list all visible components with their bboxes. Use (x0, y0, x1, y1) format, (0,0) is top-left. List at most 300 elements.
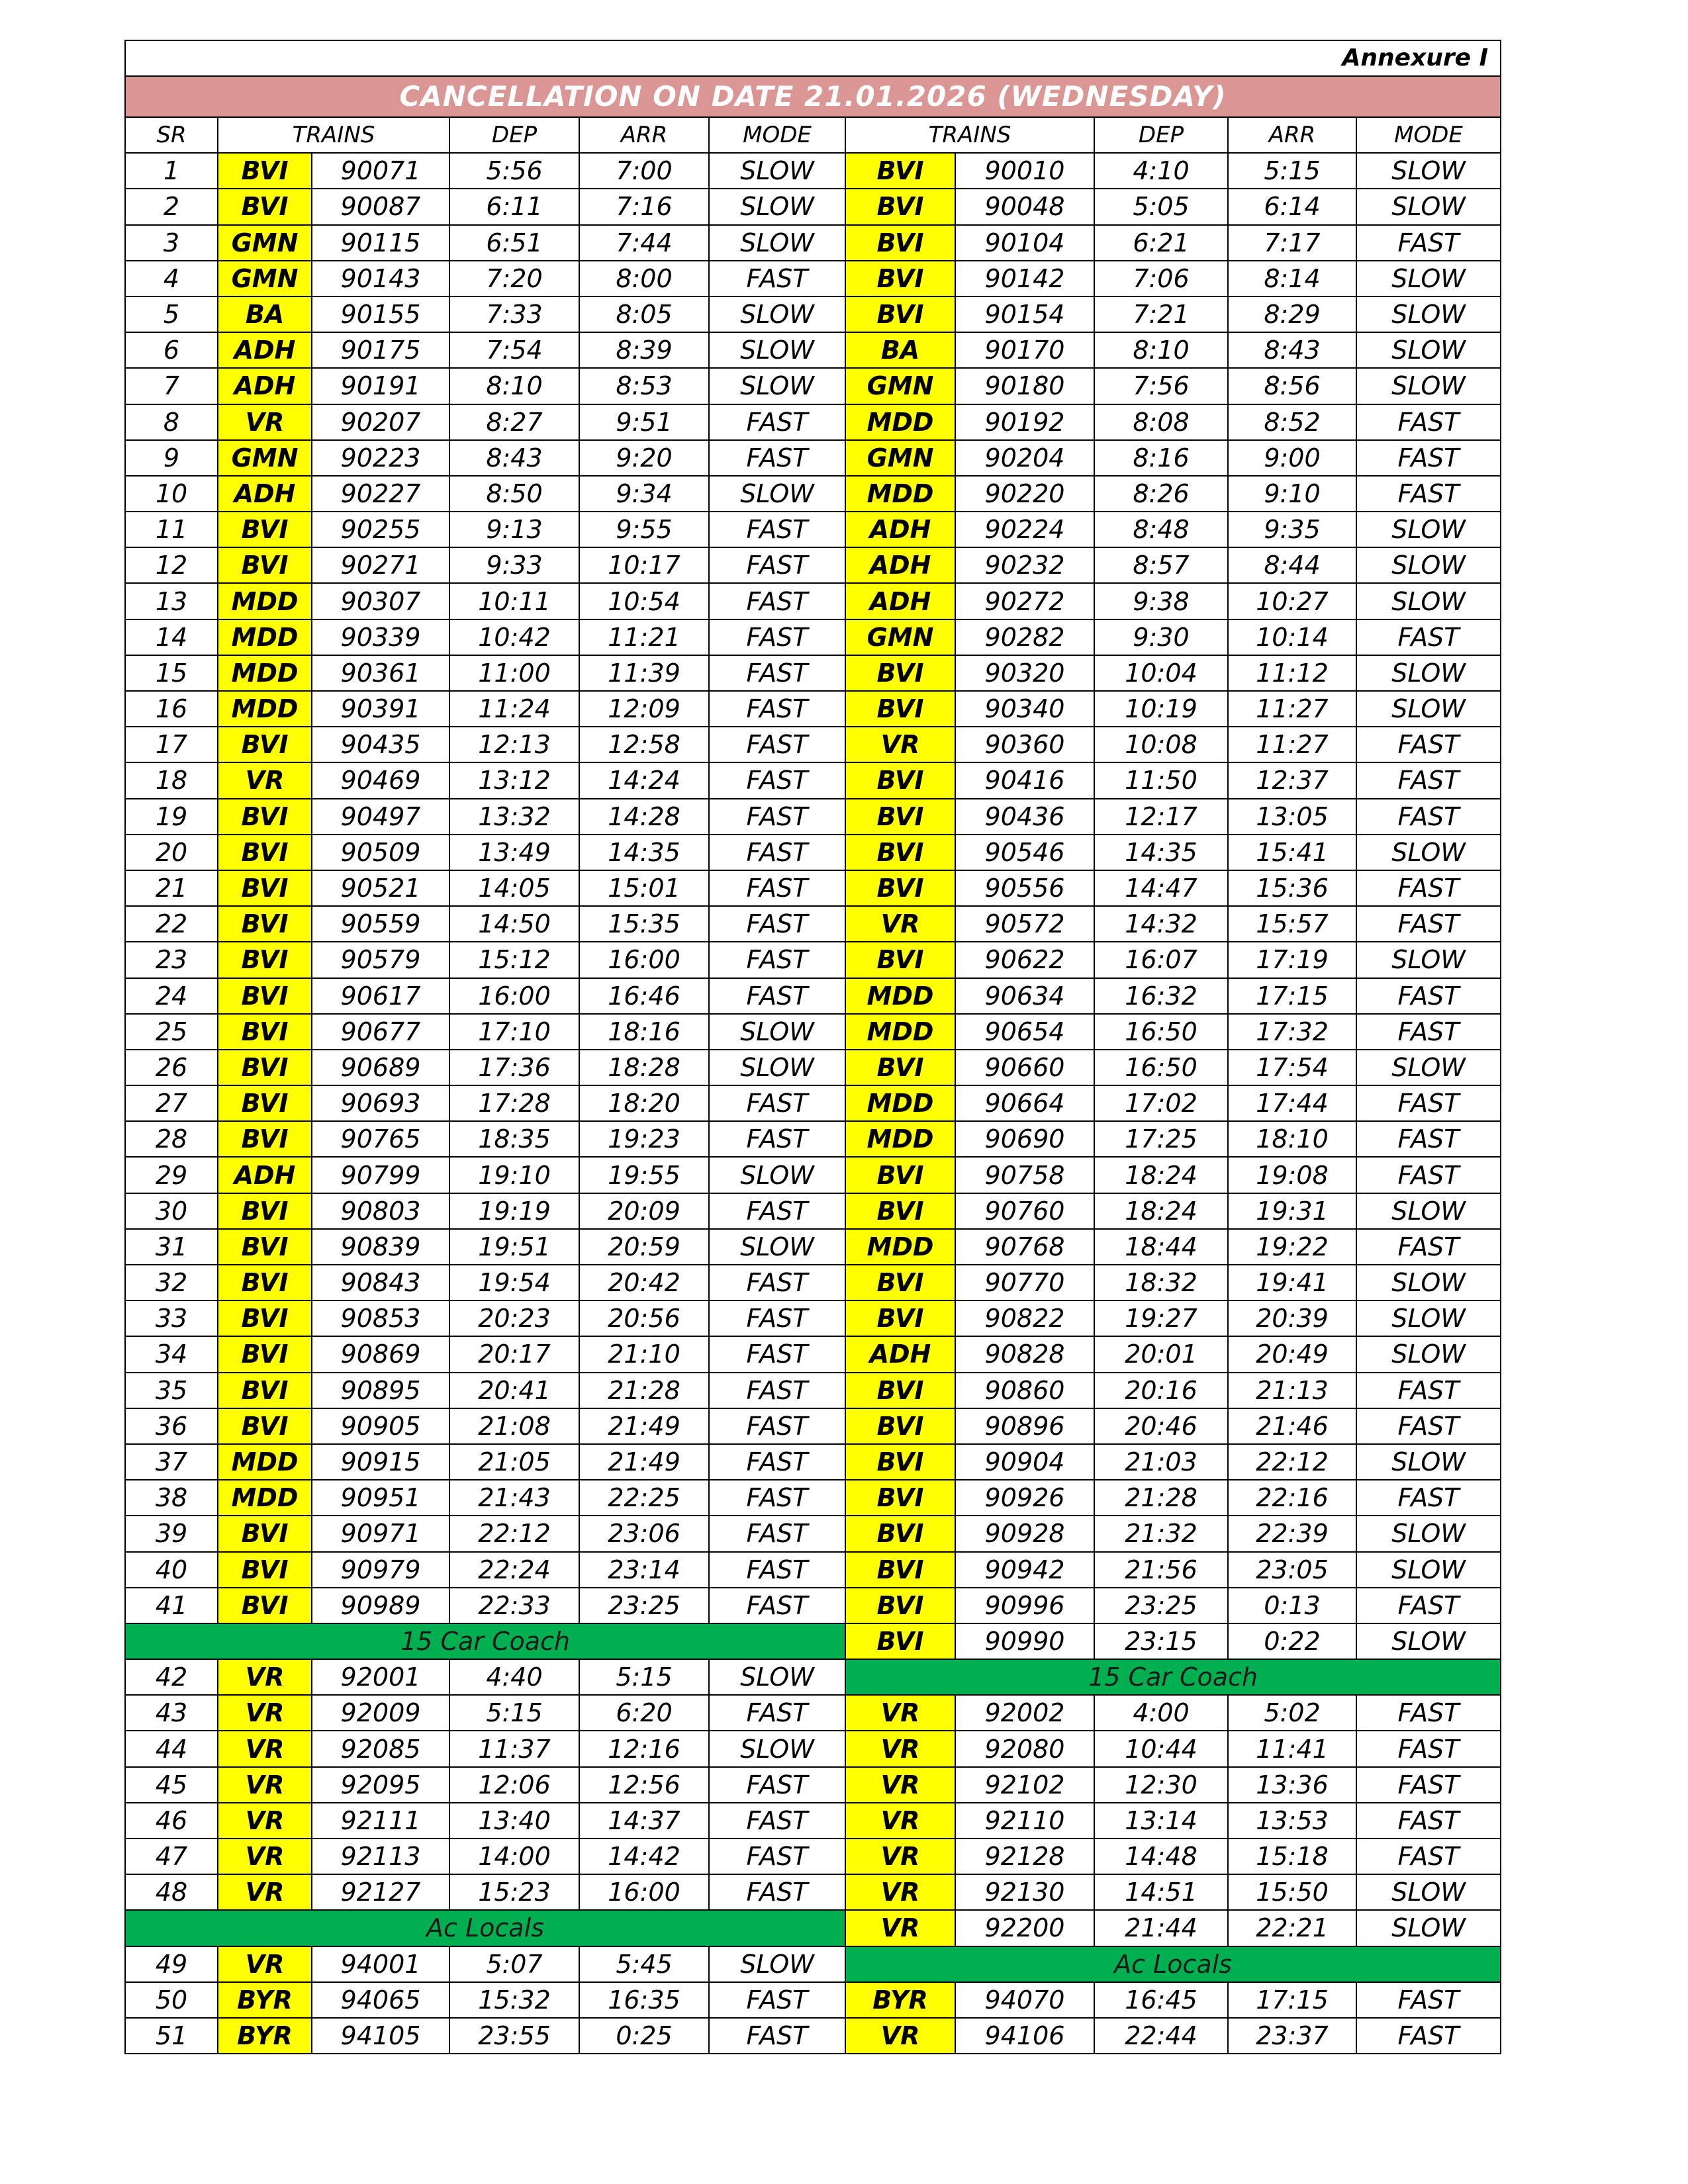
departure-time: 23:25 (1094, 1588, 1228, 1623)
departure-time: 21:44 (1094, 1910, 1228, 1946)
station-code: BVI (845, 1444, 955, 1480)
sr-number: 51 (125, 2018, 218, 2054)
arrival-time: 21:46 (1228, 1408, 1356, 1444)
train-mode: FAST (1356, 1731, 1501, 1766)
departure-time: 12:30 (1094, 1767, 1228, 1803)
arrival-time: 16:35 (579, 1982, 709, 2018)
station-code: VR (845, 906, 955, 942)
train-number: 90556 (955, 870, 1094, 906)
station-code: BVI (845, 1588, 955, 1623)
station-code: BVI (845, 261, 955, 296)
train-mode: SLOW (709, 332, 845, 368)
sr-number: 46 (125, 1803, 218, 1839)
train-mode: SLOW (1356, 583, 1501, 619)
station-code: BVI (218, 1300, 312, 1336)
station-code: BVI (218, 978, 312, 1014)
train-mode: FAST (709, 906, 845, 942)
departure-time: 18:32 (1094, 1265, 1228, 1300)
train-number: 90087 (312, 189, 449, 224)
arrival-time: 23:37 (1228, 2018, 1356, 2054)
train-number: 90843 (312, 1265, 449, 1300)
station-code: BVI (845, 762, 955, 798)
station-code: ADH (845, 583, 955, 619)
train-mode: SLOW (1356, 153, 1501, 189)
station-code: VR (218, 1874, 312, 1910)
departure-time: 13:14 (1094, 1803, 1228, 1839)
station-code: VR (218, 404, 312, 440)
header-arr-right: ARR (1228, 117, 1356, 153)
sr-number: 15 (125, 655, 218, 691)
train-mode: FAST (709, 655, 845, 691)
arrival-time: 12:58 (579, 727, 709, 762)
train-mode: FAST (709, 547, 845, 583)
departure-time: 4:10 (1094, 153, 1228, 189)
station-code: ADH (845, 1336, 955, 1372)
train-number: 90770 (955, 1265, 1094, 1300)
departure-time: 20:01 (1094, 1336, 1228, 1372)
station-code: BVI (218, 1229, 312, 1265)
train-number: 92102 (955, 1767, 1094, 1803)
station-code: VR (218, 1767, 312, 1803)
train-number: 90634 (955, 978, 1094, 1014)
train-mode: SLOW (709, 1014, 845, 1050)
train-mode: FAST (709, 835, 845, 870)
train-number: 90282 (955, 619, 1094, 655)
table-row (125, 691, 1501, 727)
train-number: 94105 (312, 2018, 449, 2054)
train-number: 90416 (955, 762, 1094, 798)
sr-number: 3 (125, 225, 218, 261)
departure-time: 22:12 (449, 1516, 579, 1551)
departure-time: 14:05 (449, 870, 579, 906)
station-code: MDD (845, 476, 955, 512)
table-row (125, 2018, 1501, 2054)
sr-number: 49 (125, 1946, 218, 1982)
station-code: BVI (845, 835, 955, 870)
train-number: 90622 (955, 942, 1094, 978)
departure-time: 10:08 (1094, 727, 1228, 762)
station-code: BVI (845, 1300, 955, 1336)
departure-time: 8:43 (449, 440, 579, 476)
sr-number: 50 (125, 1982, 218, 2018)
arrival-time: 0:25 (579, 2018, 709, 2054)
arrival-time: 15:41 (1228, 835, 1356, 870)
arrival-time: 14:24 (579, 762, 709, 798)
sr-number: 6 (125, 332, 218, 368)
arrival-time: 16:00 (579, 1874, 709, 1910)
train-number: 90255 (312, 512, 449, 547)
station-code: BVI (218, 1121, 312, 1157)
sr-number: 16 (125, 691, 218, 727)
arrival-time: 6:20 (579, 1695, 709, 1731)
table-row (125, 547, 1501, 583)
train-mode: FAST (709, 583, 845, 619)
departure-time: 9:13 (449, 512, 579, 547)
arrival-time: 10:17 (579, 547, 709, 583)
train-number: 94001 (312, 1946, 449, 1982)
train-number: 90915 (312, 1444, 449, 1480)
train-number: 90154 (955, 296, 1094, 332)
train-mode: FAST (709, 2018, 845, 2054)
arrival-time: 5:02 (1228, 1695, 1356, 1731)
train-mode: SLOW (1356, 1516, 1501, 1551)
station-code: MDD (845, 404, 955, 440)
table-row (125, 906, 1501, 942)
train-number: 90689 (312, 1050, 449, 1085)
arrival-time: 7:16 (579, 189, 709, 224)
sr-number: 13 (125, 583, 218, 619)
departure-time: 6:51 (449, 225, 579, 261)
section-label-left: 15 Car Coach (125, 1623, 845, 1659)
train-mode: FAST (709, 1408, 845, 1444)
departure-time: 11:24 (449, 691, 579, 727)
arrival-time: 22:25 (579, 1480, 709, 1516)
station-code: VR (218, 1695, 312, 1731)
arrival-time: 17:54 (1228, 1050, 1356, 1085)
station-code: BVI (845, 296, 955, 332)
train-number: 90546 (955, 835, 1094, 870)
train-mode: SLOW (1356, 512, 1501, 547)
table-row (125, 1874, 1501, 1910)
arrival-time: 22:12 (1228, 1444, 1356, 1480)
train-number: 90271 (312, 547, 449, 583)
arrival-time: 5:15 (579, 1659, 709, 1695)
train-number: 90142 (955, 261, 1094, 296)
arrival-time: 20:39 (1228, 1300, 1356, 1336)
station-code: MDD (845, 1229, 955, 1265)
sr-number: 27 (125, 1085, 218, 1121)
station-code: VR (218, 1803, 312, 1839)
train-number: 90391 (312, 691, 449, 727)
train-mode: FAST (1356, 906, 1501, 942)
table-row (125, 978, 1501, 1014)
arrival-time: 8:52 (1228, 404, 1356, 440)
station-code: BYR (218, 1982, 312, 2018)
arrival-time: 22:16 (1228, 1480, 1356, 1516)
arrival-time: 8:14 (1228, 261, 1356, 296)
station-code: VR (845, 1767, 955, 1803)
sr-number: 32 (125, 1265, 218, 1300)
table-row (125, 1731, 1501, 1766)
train-mode: SLOW (1356, 547, 1501, 583)
station-code: BVI (845, 799, 955, 835)
arrival-time: 23:05 (1228, 1552, 1356, 1588)
station-code: GMN (218, 225, 312, 261)
table-row (125, 727, 1501, 762)
train-mode: FAST (1356, 1408, 1501, 1444)
train-number: 90905 (312, 1408, 449, 1444)
train-mode: FAST (709, 1336, 845, 1372)
train-mode: SLOW (1356, 691, 1501, 727)
train-mode: FAST (709, 512, 845, 547)
station-code: BYR (218, 2018, 312, 2054)
departure-time: 22:44 (1094, 2018, 1228, 2054)
train-mode: FAST (709, 1516, 845, 1551)
station-code: BVI (218, 1265, 312, 1300)
departure-time: 21:32 (1094, 1516, 1228, 1551)
station-code: BVI (218, 1085, 312, 1121)
station-code: MDD (218, 1480, 312, 1516)
station-code: GMN (845, 440, 955, 476)
station-code: MDD (218, 655, 312, 691)
train-number: 90951 (312, 1480, 449, 1516)
train-number: 90559 (312, 906, 449, 942)
arrival-time: 7:17 (1228, 225, 1356, 261)
station-code: BVI (218, 1014, 312, 1050)
arrival-time: 17:19 (1228, 942, 1356, 978)
train-number: 90207 (312, 404, 449, 440)
train-number: 90928 (955, 1516, 1094, 1551)
departure-time: 7:06 (1094, 261, 1228, 296)
departure-time: 21:43 (449, 1480, 579, 1516)
header-mode-right: MODE (1356, 117, 1501, 153)
station-code: VR (845, 727, 955, 762)
train-mode: FAST (709, 1085, 845, 1121)
arrival-time: 17:15 (1228, 1982, 1356, 2018)
sr-number: 4 (125, 261, 218, 296)
departure-time: 12:13 (449, 727, 579, 762)
departure-time: 14:32 (1094, 906, 1228, 942)
arrival-time: 21:49 (579, 1444, 709, 1480)
departure-time: 16:00 (449, 978, 579, 1014)
departure-time: 16:50 (1094, 1014, 1228, 1050)
table-row (125, 870, 1501, 906)
train-mode: FAST (709, 978, 845, 1014)
table-row (125, 1480, 1501, 1516)
station-code: BVI (845, 1516, 955, 1551)
sr-number: 48 (125, 1874, 218, 1910)
sr-number: 2 (125, 189, 218, 224)
departure-time: 10:11 (449, 583, 579, 619)
sr-number: 24 (125, 978, 218, 1014)
train-mode: SLOW (1356, 1552, 1501, 1588)
station-code: VR (845, 1910, 955, 1946)
train-mode: FAST (1356, 1695, 1501, 1731)
table-row (125, 225, 1501, 261)
departure-time: 19:10 (449, 1157, 579, 1193)
station-code: GMN (845, 619, 955, 655)
train-number: 92111 (312, 1803, 449, 1839)
train-number: 90996 (955, 1588, 1094, 1623)
train-mode: SLOW (1356, 1300, 1501, 1336)
train-number: 90896 (955, 1408, 1094, 1444)
departure-time: 18:24 (1094, 1193, 1228, 1229)
departure-time: 17:02 (1094, 1085, 1228, 1121)
arrival-time: 11:12 (1228, 655, 1356, 691)
table-row (125, 440, 1501, 476)
train-number: 90828 (955, 1336, 1094, 1372)
station-code: BVI (218, 906, 312, 942)
station-code: BVI (218, 870, 312, 906)
arrival-time: 21:10 (579, 1336, 709, 1372)
table-row (125, 476, 1501, 512)
arrival-time: 17:15 (1228, 978, 1356, 1014)
departure-time: 18:44 (1094, 1229, 1228, 1265)
train-mode: FAST (1356, 1480, 1501, 1516)
sr-number: 29 (125, 1157, 218, 1193)
station-code: BVI (218, 512, 312, 547)
train-mode: FAST (1356, 1982, 1501, 2018)
train-mode: SLOW (1356, 1193, 1501, 1229)
sr-number: 8 (125, 404, 218, 440)
station-code: BVI (845, 870, 955, 906)
train-mode: SLOW (1356, 1444, 1501, 1480)
station-code: VR (845, 1731, 955, 1766)
train-mode: SLOW (709, 1731, 845, 1766)
station-code: ADH (218, 476, 312, 512)
train-mode: FAST (709, 1373, 845, 1408)
train-number: 90170 (955, 332, 1094, 368)
arrival-time: 9:10 (1228, 476, 1356, 512)
table-row (125, 404, 1501, 440)
station-code: VR (218, 1839, 312, 1874)
station-code: VR (845, 1839, 955, 1874)
departure-time: 8:50 (449, 476, 579, 512)
arrival-time: 21:28 (579, 1373, 709, 1408)
train-number: 90989 (312, 1588, 449, 1623)
train-mode: FAST (709, 1480, 845, 1516)
train-number: 90223 (312, 440, 449, 476)
train-mode: FAST (1356, 1085, 1501, 1121)
train-number: 90760 (955, 1193, 1094, 1229)
station-code: BVI (845, 1373, 955, 1408)
arrival-time: 9:34 (579, 476, 709, 512)
station-code: GMN (218, 440, 312, 476)
train-mode: FAST (1356, 1229, 1501, 1265)
arrival-time: 8:29 (1228, 296, 1356, 332)
station-code: ADH (218, 332, 312, 368)
train-number: 92009 (312, 1695, 449, 1731)
arrival-time: 10:27 (1228, 583, 1356, 619)
arrival-time: 13:53 (1228, 1803, 1356, 1839)
train-mode: SLOW (1356, 1336, 1501, 1372)
sr-number: 40 (125, 1552, 218, 1588)
departure-time: 12:17 (1094, 799, 1228, 835)
station-code: BVI (845, 1050, 955, 1085)
station-code: VR (218, 1946, 312, 1982)
header-mode-left: MODE (709, 117, 845, 153)
departure-time: 21:08 (449, 1408, 579, 1444)
table-row (125, 1300, 1501, 1336)
train-mode: FAST (709, 1767, 845, 1803)
train-mode: SLOW (1356, 332, 1501, 368)
departure-time: 20:41 (449, 1373, 579, 1408)
header-dep-right: DEP (1094, 117, 1228, 153)
table-row (125, 1803, 1501, 1839)
departure-time: 23:15 (1094, 1623, 1228, 1659)
station-code: BVI (218, 1373, 312, 1408)
station-code: BVI (218, 1336, 312, 1372)
train-number: 92130 (955, 1874, 1094, 1910)
arrival-time: 17:32 (1228, 1014, 1356, 1050)
table-row (125, 1336, 1501, 1372)
station-code: BA (845, 332, 955, 368)
train-mode: FAST (1356, 727, 1501, 762)
sr-number: 39 (125, 1516, 218, 1551)
table-row (125, 368, 1501, 404)
arrival-time: 0:22 (1228, 1623, 1356, 1659)
departure-time: 21:03 (1094, 1444, 1228, 1480)
sr-number: 37 (125, 1444, 218, 1480)
table-row (125, 1946, 1501, 1982)
table-row (125, 1623, 1501, 1659)
table-row (125, 1157, 1501, 1193)
train-mode: FAST (1356, 978, 1501, 1014)
departure-time: 8:08 (1094, 404, 1228, 440)
train-mode: FAST (1356, 1157, 1501, 1193)
train-mode: FAST (709, 942, 845, 978)
train-mode: SLOW (709, 296, 845, 332)
arrival-time: 6:14 (1228, 189, 1356, 224)
train-mode: FAST (1356, 1121, 1501, 1157)
cancellation-table (124, 40, 1501, 2054)
train-number: 90654 (955, 1014, 1094, 1050)
station-code: BVI (218, 727, 312, 762)
departure-time: 16:50 (1094, 1050, 1228, 1085)
station-code: BVI (845, 942, 955, 978)
station-code: BVI (845, 1265, 955, 1300)
train-number: 90839 (312, 1229, 449, 1265)
sr-number: 21 (125, 870, 218, 906)
departure-time: 9:33 (449, 547, 579, 583)
train-number: 90339 (312, 619, 449, 655)
arrival-time: 22:39 (1228, 1516, 1356, 1551)
arrival-time: 13:05 (1228, 799, 1356, 835)
arrival-time: 21:13 (1228, 1373, 1356, 1408)
arrival-time: 11:21 (579, 619, 709, 655)
train-mode: FAST (709, 1588, 845, 1623)
departure-time: 7:20 (449, 261, 579, 296)
train-number: 92001 (312, 1659, 449, 1695)
arrival-time: 19:22 (1228, 1229, 1356, 1265)
departure-time: 14:48 (1094, 1839, 1228, 1874)
arrival-time: 11:41 (1228, 1731, 1356, 1766)
sr-number: 14 (125, 619, 218, 655)
train-number: 90768 (955, 1229, 1094, 1265)
departure-time: 4:40 (449, 1659, 579, 1695)
train-mode: FAST (1356, 440, 1501, 476)
train-mode: SLOW (1356, 261, 1501, 296)
arrival-time: 23:14 (579, 1552, 709, 1588)
train-number: 90143 (312, 261, 449, 296)
section-label-right: Ac Locals (845, 1946, 1501, 1982)
train-mode: FAST (709, 261, 845, 296)
sr-number: 28 (125, 1121, 218, 1157)
station-code: MDD (845, 1121, 955, 1157)
train-number: 90799 (312, 1157, 449, 1193)
arrival-time: 18:10 (1228, 1121, 1356, 1157)
table-row (125, 1408, 1501, 1444)
train-mode: FAST (709, 1839, 845, 1874)
departure-time: 8:16 (1094, 440, 1228, 476)
train-mode: SLOW (709, 1157, 845, 1193)
table-row (125, 799, 1501, 835)
departure-time: 12:06 (449, 1767, 579, 1803)
station-code: MDD (845, 1085, 955, 1121)
sr-number: 5 (125, 296, 218, 332)
train-mode: FAST (709, 1874, 845, 1910)
departure-time: 13:40 (449, 1803, 579, 1839)
table-row (125, 189, 1501, 224)
departure-time: 20:23 (449, 1300, 579, 1336)
station-code: GMN (845, 368, 955, 404)
train-number: 92128 (955, 1839, 1094, 1874)
departure-time: 13:12 (449, 762, 579, 798)
station-code: VR (845, 1695, 955, 1731)
train-mode: FAST (1356, 1588, 1501, 1623)
station-code: BVI (218, 153, 312, 189)
arrival-time: 23:25 (579, 1588, 709, 1623)
